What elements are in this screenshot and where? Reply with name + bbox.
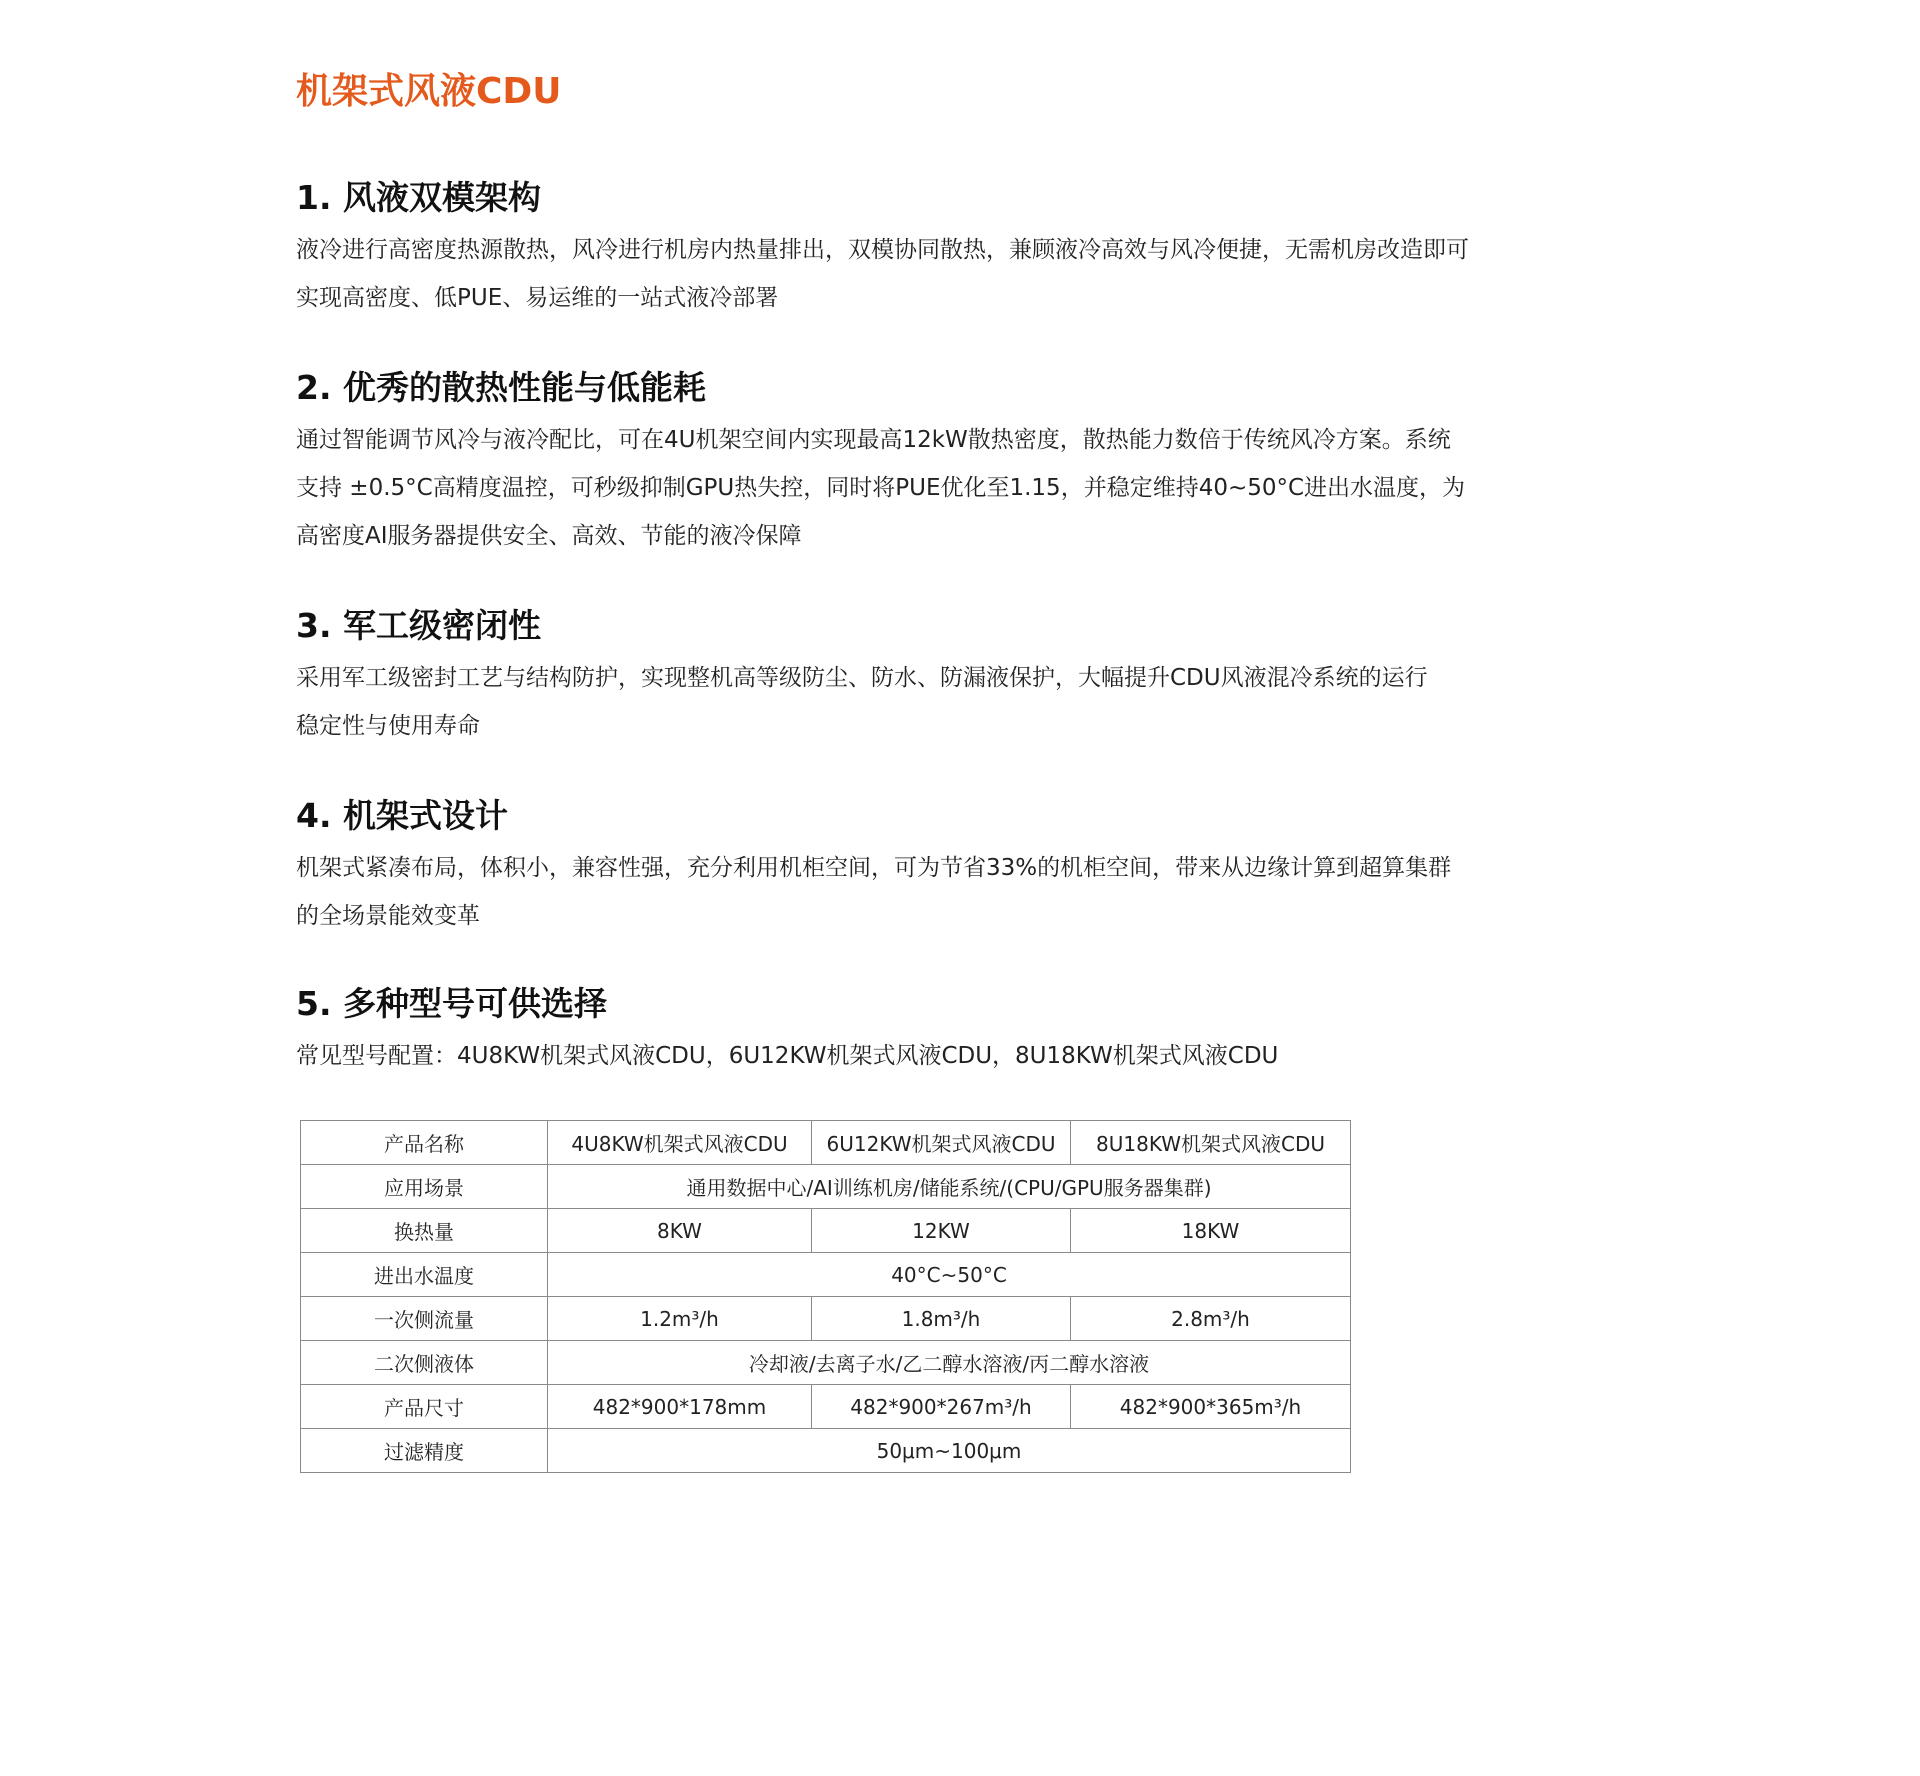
table-cell: 8U18KW机架式风液CDU xyxy=(1071,1121,1351,1165)
section-heading: 5. 多种型号可供选择 xyxy=(296,984,607,1023)
paragraph-line: 高密度AI服务器提供安全、高效、节能的液冷保障 xyxy=(296,523,802,549)
table-cell: 18KW xyxy=(1071,1209,1351,1253)
section-paragraph xyxy=(296,654,1616,750)
table-cell: 4U8KW机架式风液CDU xyxy=(548,1121,812,1165)
table-cell: 通用数据中心/AI训练机房/储能系统/(CPU/GPU服务器集群) xyxy=(548,1165,1351,1209)
table-cell: 50μm~100μm xyxy=(548,1429,1351,1473)
table-cell: 482*900*178mm xyxy=(548,1385,812,1429)
row-label: 过滤精度 xyxy=(301,1429,548,1473)
section-performance xyxy=(296,360,1616,560)
table-cell: 8KW xyxy=(548,1209,812,1253)
table-row xyxy=(301,1429,1351,1473)
section-rack-design xyxy=(296,788,1616,940)
section-sealing xyxy=(296,598,1616,750)
paragraph-line: 支持 ±0.5°C高精度温控，可秒级抑制GPU热失控，同时将PUE优化至1.15，并稳定维持40~50°C进出水温度，为 xyxy=(296,475,1466,501)
paragraph-line: 机架式紧凑布局，体积小，兼容性强，充分利用机柜空间，可为节省33%的机柜空间，带来从边缘计算到超算集群 xyxy=(296,855,1452,881)
table-cell: 6U12KW机架式风液CDU xyxy=(812,1121,1071,1165)
row-label: 应用场景 xyxy=(301,1165,548,1209)
paragraph-line: 稳定性与使用寿命 xyxy=(296,713,480,739)
table-cell: 冷却液/去离子水/乙二醇水溶液/丙二醇水溶液 xyxy=(548,1341,1351,1385)
paragraph-line: 液冷进行高密度热源散热，风冷进行机房内热量排出，双模协同散热，兼顾液冷高效与风冷便捷，无需机房改造即可 xyxy=(296,237,1469,263)
paragraph-line: 采用军工级密封工艺与结构防护，实现整机高等级防尘、防水、防漏液保护，大幅提升CDU风液混冷系统的运行 xyxy=(296,665,1428,691)
row-label: 产品尺寸 xyxy=(301,1385,548,1429)
section-paragraph xyxy=(296,1032,1616,1080)
table-cell: 1.8m³/h xyxy=(812,1297,1071,1341)
row-label: 二次侧液体 xyxy=(301,1341,548,1385)
section-paragraph xyxy=(296,226,1616,322)
table-cell: 12KW xyxy=(812,1209,1071,1253)
section-dual-mode xyxy=(296,170,1616,322)
row-label: 进出水温度 xyxy=(301,1253,548,1297)
table-cell: 40°C~50°C xyxy=(548,1253,1351,1297)
paragraph-line: 常见型号配置：4U8KW机架式风液CDU，6U12KW机架式风液CDU，8U18KW机架式风液CDU xyxy=(296,1043,1279,1069)
spec-table xyxy=(300,1120,1351,1473)
table-row xyxy=(301,1385,1351,1429)
table-row xyxy=(301,1209,1351,1253)
table-row xyxy=(301,1341,1351,1385)
row-label: 换热量 xyxy=(301,1209,548,1253)
section-heading: 3. 军工级密闭性 xyxy=(296,606,541,645)
section-models xyxy=(296,976,1616,1080)
section-heading: 4. 机架式设计 xyxy=(296,796,508,835)
paragraph-line: 通过智能调节风冷与液冷配比，可在4U机架空间内实现最高12kW散热密度，散热能力数倍于传统风冷方案。系统 xyxy=(296,427,1451,453)
section-paragraph xyxy=(296,844,1616,940)
section-heading: 1. 风液双模架构 xyxy=(296,178,541,217)
paragraph-line: 实现高密度、低PUE、易运维的一站式液冷部署 xyxy=(296,285,779,311)
table-cell: 2.8m³/h xyxy=(1071,1297,1351,1341)
table-cell: 482*900*267m³/h xyxy=(812,1385,1071,1429)
table-cell: 482*900*365m³/h xyxy=(1071,1385,1351,1429)
table-row xyxy=(301,1297,1351,1341)
row-label: 一次侧流量 xyxy=(301,1297,548,1341)
table-cell: 1.2m³/h xyxy=(548,1297,812,1341)
section-heading: 2. 优秀的散热性能与低能耗 xyxy=(296,368,706,407)
table-row xyxy=(301,1165,1351,1209)
table-row xyxy=(301,1253,1351,1297)
page-title: 机架式风液CDU xyxy=(296,71,562,112)
section-paragraph xyxy=(296,416,1616,560)
content-area xyxy=(296,60,1616,1464)
row-label: 产品名称 xyxy=(301,1121,548,1165)
paragraph-line: 的全场景能效变革 xyxy=(296,903,480,929)
table-row xyxy=(301,1121,1351,1165)
